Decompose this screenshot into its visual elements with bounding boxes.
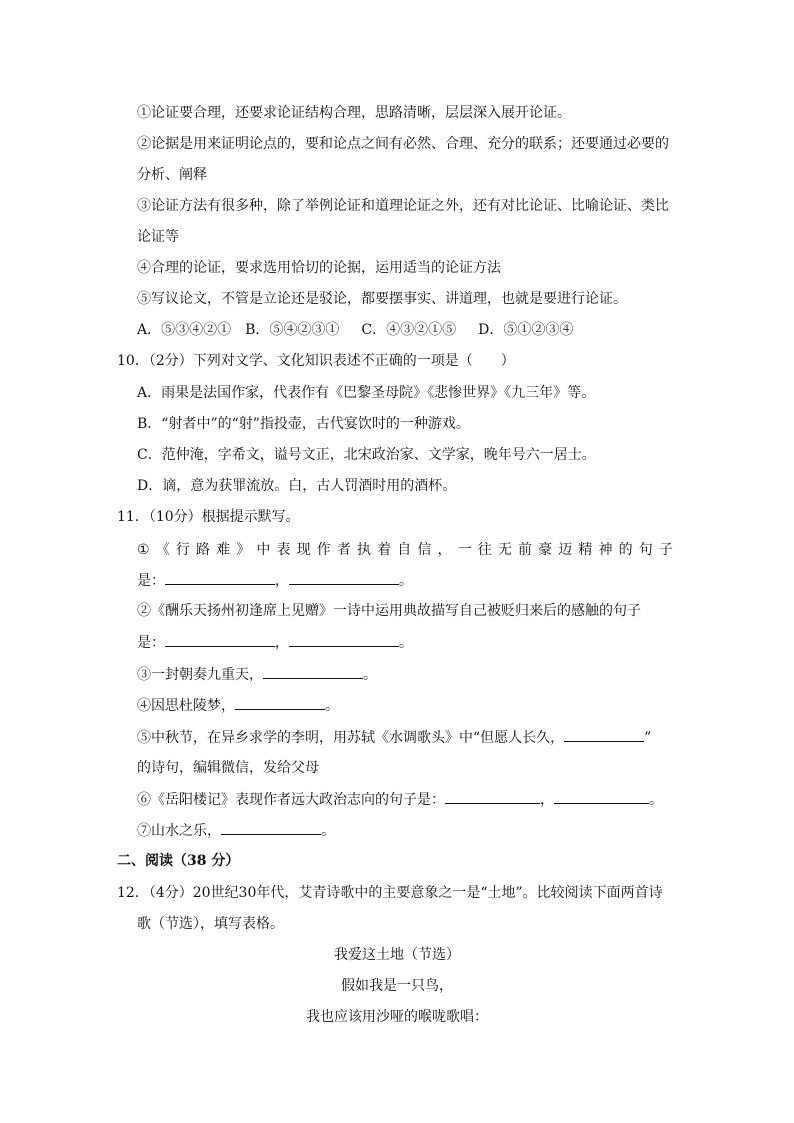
q9-option-a[interactable]: A．⑤③④②①	[137, 322, 232, 338]
q11-prompt-3-text: ③一封朝奏九重天，	[137, 667, 263, 683]
q11-prompt-1-label: 是：	[137, 573, 165, 589]
q11-prompt-1-char: 的	[618, 542, 633, 558]
q11-prompt-1-char: 难	[216, 542, 231, 558]
q11-answer-1a-blank[interactable]	[165, 570, 275, 585]
poem-line-1: 假如我是一只鸟，	[341, 978, 453, 994]
close-quote: ”	[644, 730, 652, 746]
period: 。	[321, 823, 335, 839]
q11-answer-2b-blank[interactable]	[289, 632, 399, 647]
q11-prompt-1-char: 无	[497, 542, 512, 558]
q11-prompt-1-char: 者	[336, 542, 351, 558]
q11-prompt-1-char: ①	[137, 542, 150, 558]
q12-stem-line1: 12．（4分）20世纪30年代，艾青诗歌中的主要意象之一是“土地”。比较阅读下面两首诗	[117, 885, 663, 901]
q11-prompt-1-line2	[137, 570, 413, 590]
q11-prompt-1-char: 一	[457, 542, 472, 558]
q10-option-d[interactable]: D．谪，意为获罪流放。白，古人罚酒时用的酒杯。	[137, 478, 457, 494]
q11-prompt-1-char: 作	[316, 542, 331, 558]
comma: ，	[540, 792, 554, 808]
q9-option-b[interactable]: B．⑤④②③①	[245, 322, 340, 338]
q9-item-2-line1: ②论据是用来证明论点的，要和论点之间有必然、合理、充分的联系；还要通过必要的	[137, 136, 669, 152]
q11-prompt-5-line2: 的诗句，编辑微信，发给父母	[137, 760, 319, 776]
poem-title: 我爱这土地（节选）	[334, 947, 460, 963]
q9-options	[137, 320, 573, 340]
q11-prompt-1-char: 精	[578, 542, 593, 558]
poem-line-2: 我也应该用沙哑的喉咙歌唱：	[306, 1009, 488, 1025]
q9-option-d[interactable]: D．⑤①②③④	[478, 322, 574, 338]
q11-prompt-1-char: 自	[397, 542, 412, 558]
q11-prompt-1-char: 行	[175, 542, 190, 558]
q11-prompt-1-char: 执	[356, 542, 371, 558]
q9-item-3-line1: ③论证方法有很多种，除了举例论证和道理论证之外，还有对比论证、比喻论证、类比	[137, 198, 669, 214]
q11-prompt-1-char: 路	[195, 542, 210, 558]
q11-answer-6b-blank[interactable]	[554, 789, 649, 804]
q11-prompt-1-char: 表	[276, 542, 291, 558]
period: 。	[399, 635, 413, 651]
q11-prompt-1-char: 迈	[558, 542, 573, 558]
q11-prompt-2-line2	[137, 632, 413, 652]
q11-prompt-1-char: 神	[598, 542, 613, 558]
q11-prompt-4-text: ④因思杜陵梦，	[137, 698, 235, 714]
q11-answer-4-blank[interactable]	[235, 695, 325, 710]
q9-item-4: ④合理的论证，要求选用恰切的论据，运用适当的论证方法	[137, 260, 501, 276]
period: 。	[325, 698, 339, 714]
q11-prompt-7	[137, 820, 335, 840]
q11-prompt-1-char: ，	[437, 542, 452, 558]
q11-prompt-6-text: ⑥《岳阳楼记》表现作者远大政治志向的句子是：	[137, 792, 445, 808]
q11-prompt-1-char: 》	[236, 542, 251, 558]
q11-prompt-2-label: 是：	[137, 635, 165, 651]
q11-answer-7-blank[interactable]	[221, 820, 321, 835]
q9-item-2-line2: 分析、阐释	[137, 167, 207, 183]
q11-answer-1b-blank[interactable]	[289, 570, 399, 585]
q9-item-3-line2: 论证等	[137, 229, 179, 245]
q11-prompt-1-char: 豪	[538, 542, 553, 558]
q11-prompt-3	[137, 664, 377, 684]
q11-prompt-1-char: 着	[377, 542, 392, 558]
q9-option-c[interactable]: C．④③②①⑤	[361, 322, 457, 338]
q9-item-1: ①论证要合理，还要求论证结构合理，思路清晰，层层深入展开论证。	[137, 105, 571, 121]
q11-prompt-1-char: 信	[417, 542, 432, 558]
comma: ，	[275, 573, 289, 589]
q11-prompt-1-char: 现	[296, 542, 311, 558]
q11-answer-5-blank[interactable]	[564, 727, 644, 742]
q11-answer-6a-blank[interactable]	[445, 789, 540, 804]
q11-prompt-5-text: ⑤中秋节，在异乡求学的李明，用苏轼《水调歌头》中“但愿人长久，	[137, 730, 565, 746]
q11-answer-3-blank[interactable]	[263, 664, 363, 679]
section-title-reading: 二、阅读（38 分）	[117, 853, 240, 869]
q10-option-b[interactable]: B．“射者中”的“射”指投壶，古代宴饮时的一种游戏。	[137, 416, 470, 432]
q11-prompt-1-char: 《	[155, 542, 170, 558]
period: 。	[363, 667, 377, 683]
q12-stem-line2: 歌（节选），填写表格。	[137, 916, 284, 932]
q10-option-c[interactable]: C．范仲淹，字希文，谥号文正，北宋政治家、文学家，晚年号六一居士。	[137, 447, 596, 463]
q11-prompt-4	[137, 695, 339, 715]
q11-prompt-6	[137, 789, 663, 809]
q11-answer-2a-blank[interactable]	[165, 632, 275, 647]
q11-stem: 11．（10分）根据提示默写。	[117, 509, 300, 525]
period: 。	[649, 792, 663, 808]
q11-prompt-1-char: 前	[517, 542, 532, 558]
q11-prompt-1-line1	[137, 540, 673, 560]
q9-item-5: ⑤写议论文，不管是立论还是驳论，都要摆事实、讲道理，也就是要进行论证。	[137, 291, 627, 307]
q10-stem: 10．（2分）下列对文学、文化知识表述不正确的一项是（ ）	[117, 353, 515, 369]
q11-prompt-1-char: 句	[638, 542, 653, 558]
q11-prompt-1-char: 往	[477, 542, 492, 558]
q11-prompt-1-char: 子	[658, 542, 673, 558]
comma: ，	[275, 635, 289, 651]
q11-prompt-7-text: ⑦山水之乐，	[137, 823, 221, 839]
period: 。	[399, 573, 413, 589]
q10-option-a[interactable]: A．雨果是法国作家，代表作有《巴黎圣母院》《悲惨世界》《九三年》等。	[137, 385, 596, 401]
q11-prompt-5-line1	[137, 727, 651, 747]
q11-prompt-1-char: 中	[256, 542, 271, 558]
q11-prompt-1-text	[137, 540, 673, 560]
q11-prompt-2-line1: ②《酬乐天扬州初逢席上见赠》一诗中运用典故描写自己被贬归来后的感触的句子	[137, 603, 641, 619]
